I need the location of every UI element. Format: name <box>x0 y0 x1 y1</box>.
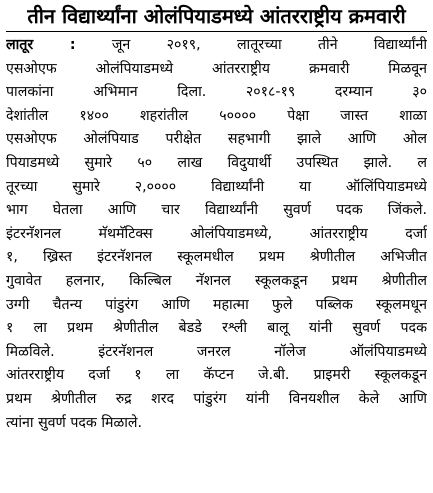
article-line-text: जून २०१९, लातूरच्या तीने विद्यार्थ्यांनी <box>111 37 427 53</box>
article-line: पालकांना अभिमान दिला. २०१८-१९ दरम्यान ३० <box>6 84 427 101</box>
article-line: पियाडमध्ये सुमारे ५० लाख विदुयार्थी उपस्थित झाले. ल <box>6 154 427 171</box>
article-line <box>6 34 427 58</box>
article-line: त्यांना सुवर्ण पदक मिळाले. <box>6 414 143 431</box>
article-line: इंटरनॅशनल मॅथमॅटिक्स ओलंपियाडमध्ये, आंतरराष्ट्रीय दर्जा <box>6 225 427 242</box>
article-line: गुवावेत हलनार, किल्बिल नॅशनल स्कूलकडून प्रथम श्रेणीतील <box>6 272 427 289</box>
article-line: एसओएफ ओलंपियाड परीक्षेत सहभागी झाले आणि ओल <box>6 131 427 148</box>
article-line: प्रथम श्रेणीतील रुद्र शरद पांडुरंग यांनी विनयशील केले आणि <box>6 390 427 407</box>
article-line: मिळविले. इंटरनॅशनल जनरल नॉलेज ऑलंपियाडमध्ये <box>6 343 427 360</box>
article-line: १ ला प्रथम श्रेणीतील बेडडे रश्ली बालू यांनी सुवर्ण पदक <box>6 320 427 337</box>
article-line: देशांतील १४०० शहरांतील ५०००० पेक्षा जास्त शाळा <box>6 107 427 124</box>
headline-rule <box>6 31 427 32</box>
article-line: तूरच्या सुमारे २,०००० विद्यार्थ्यांनी या ऑलिंपियाडमध्ये <box>6 178 427 195</box>
article-line: १, ख्रिस्त इंटरनॅशनल स्कूलमधील प्रथम श्रेणीतील अभिजीत <box>6 249 427 266</box>
dateline: लातूर : <box>6 37 76 53</box>
article-line: आंतरराष्ट्रीय दर्जा १ ला कॅप्टन जे.बी. प्राइमरी स्कूलकडून <box>6 367 427 384</box>
article-line: भाग घेतला आणि चार विद्यार्थ्यांनी सुवर्ण पदक जिंकले. <box>6 202 427 219</box>
article-line: उग्गी चैतन्य पांडुरंग आणि महात्मा फुले पब्लिक स्कूलमधून <box>6 296 427 313</box>
article-line: एसओएफ ओलंपियाडमध्ये आंतरराष्ट्रीय क्रमवारी मिळवून <box>6 60 427 77</box>
headline: तीन विद्यार्थ्यांना ओलंपियाडमध्ये आंतरराष्ट्रीय क्रमवारी <box>27 4 406 28</box>
article-body <box>6 34 427 435</box>
